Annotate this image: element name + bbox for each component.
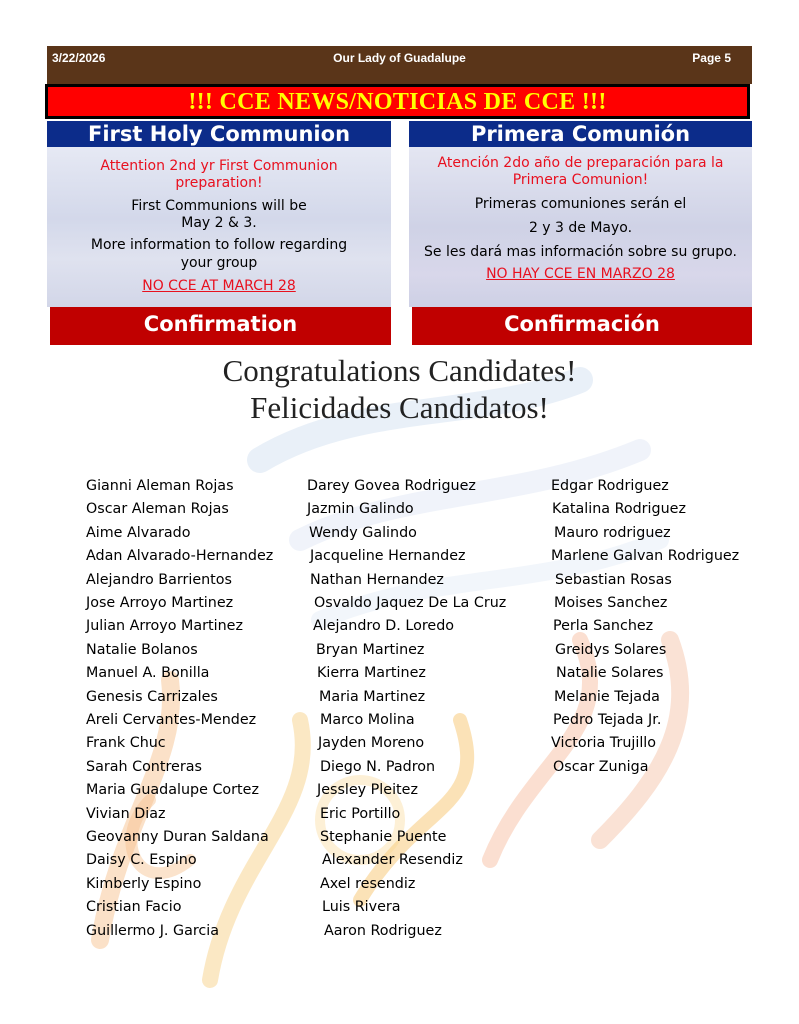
candidate-name: Perla Sanchez [553, 618, 654, 635]
candidate-name: Natalie Bolanos [86, 641, 198, 658]
english-more-info-line1: More information to follow regarding [90, 237, 348, 253]
news-banner: !!! CCE NEWS/NOTICIAS DE CCE !!! [45, 84, 750, 119]
candidate-name: Daisy C. Espino [86, 852, 197, 869]
candidate-name: Axel resendiz [320, 875, 416, 892]
spanish-confirmation-heading: Confirmación [412, 307, 752, 345]
congrats-english: Congratulations Candidates! [222, 353, 577, 388]
english-more-info-line2: your group [180, 255, 258, 271]
candidate-name: Jose Arroyo Martinez [86, 595, 234, 611]
congrats-spanish: Felicidades Candidatos! [250, 390, 549, 425]
candidate-name: Victoria Trujillo [551, 735, 657, 752]
candidate-name: Melanie Tejada [554, 688, 660, 705]
candidate-name: Jazmin Galindo [307, 501, 414, 518]
candidate-name: Marlene Galvan Rodriguez [551, 548, 740, 565]
candidate-name: Cristian Facio [86, 899, 182, 916]
spanish-panel [409, 121, 752, 348]
english-confirmation-heading: Confirmation [50, 307, 391, 345]
candidate-name: Alejandro Barrientos [86, 571, 232, 588]
spanish-communions-line1: Primeras comuniones serán el [474, 196, 687, 212]
candidate-name: Sarah Contreras [86, 758, 202, 775]
candidate-name: Aaron Rodriguez [324, 922, 442, 939]
candidate-name: Oscar Aleman Rojas [86, 501, 229, 518]
candidate-name: Aime Alvarado [86, 524, 191, 541]
candidate-name: Moises Sanchez [554, 595, 668, 611]
candidate-name: Guillermo J. Garcia [86, 922, 219, 939]
candidate-name: Pedro Tejada Jr. [553, 712, 662, 728]
candidate-name: Manuel A. Bonilla [86, 665, 210, 682]
candidate-name: Julian Arroyo Martinez [86, 618, 243, 635]
header-title: Our Lady of Guadalupe [333, 51, 466, 65]
english-no-cce-notice: NO CCE AT MARCH 28 [142, 278, 296, 294]
candidate-name: Edgar Rodriguez [551, 478, 669, 494]
candidate-name: Mauro rodriguez [554, 524, 671, 541]
candidate-name: Darey Govea Rodriguez [307, 478, 476, 494]
candidate-name: Vivian Diaz [86, 805, 166, 822]
candidate-name: Areli Cervantes-Mendez [86, 712, 257, 728]
candidate-name: Katalina Rodriguez [552, 501, 686, 518]
candidate-name: Kierra Martinez [317, 665, 426, 682]
header-page-number: Page 5 [692, 51, 731, 65]
candidate-name: Alexander Resendiz [322, 852, 463, 869]
candidate-name: Maria Guadalupe Cortez [86, 782, 259, 799]
candidate-name: Maria Martinez [319, 688, 426, 705]
candidate-name: Genesis Carrizales [86, 688, 218, 705]
candidate-name: Wendy Galindo [309, 524, 417, 541]
spanish-communions-line2: 2 y 3 de Mayo. [528, 220, 633, 236]
candidate-name: Osvaldo Jaquez De La Cruz [314, 595, 507, 611]
candidate-name: Jessley Pleitez [317, 782, 418, 799]
spanish-panel-body [409, 147, 752, 307]
spanish-attention: Atención 2do año de preparación para la Primera Comunion! [437, 155, 724, 188]
english-communions-line1: First Communions will be [131, 198, 307, 214]
english-panel [47, 121, 391, 348]
english-attention: Attention 2nd yr First Communion preparation! [100, 158, 338, 191]
candidate-name: Stephanie Puente [320, 829, 447, 845]
candidate-name: Sebastian Rosas [555, 571, 672, 588]
candidate-name: Jacqueline Hernandez [310, 548, 466, 565]
candidate-name: Natalie Solares [556, 665, 664, 682]
candidate-name: Marco Molina [320, 712, 415, 728]
candidate-name: Greidys Solares [555, 641, 667, 658]
english-heading: First Holy Communion [47, 121, 391, 147]
candidate-name: Bryan Martinez [316, 641, 425, 658]
candidate-name: Alejandro D. Loredo [313, 618, 455, 635]
candidate-name: Luis Rivera [322, 899, 401, 916]
english-panel-body [47, 147, 391, 307]
candidate-name: Gianni Aleman Rojas [86, 478, 234, 494]
candidate-name: Geovanny Duran Saldana [86, 829, 269, 845]
candidate-name: Oscar Zuniga [553, 758, 649, 775]
header-date: 3/22/2026 [52, 51, 106, 65]
english-communions-line2: May 2 & 3. [181, 215, 257, 231]
candidate-name: Nathan Hernandez [310, 571, 444, 588]
page-header [47, 46, 752, 84]
candidate-name: Jayden Moreno [318, 735, 425, 752]
spanish-heading: Primera Comunión [409, 121, 752, 147]
candidate-name: Eric Portillo [320, 805, 401, 822]
candidate-name: Adan Alvarado-Hernandez [86, 548, 274, 565]
spanish-no-cce-notice: NO HAY CCE EN MARZO 28 [486, 266, 675, 282]
candidate-name: Frank Chuc [86, 735, 166, 752]
spanish-more-info: Se les dará mas información sobre su grupo. [424, 244, 737, 260]
candidate-name: Diego N. Padron [320, 758, 436, 775]
candidate-name: Kimberly Espino [86, 875, 202, 892]
